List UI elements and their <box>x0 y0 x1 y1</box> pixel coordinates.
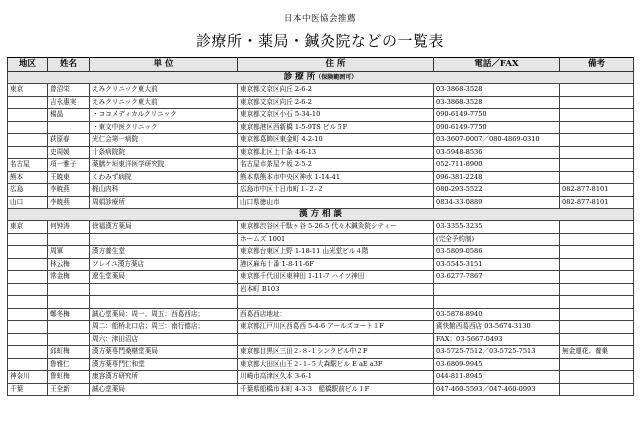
cell-phone: 090-6149-7750 <box>434 109 560 122</box>
table-row <box>8 196 634 209</box>
cell-remarks <box>560 233 634 246</box>
cell-name <box>48 283 90 296</box>
cell-region <box>8 321 48 334</box>
cell-region: 千葉 <box>8 383 48 396</box>
cell-address: 山口県徳山市 <box>238 196 434 209</box>
cell-unit: 漢方薬専門仁和堂 <box>90 358 238 371</box>
table-row <box>8 371 634 384</box>
table-row <box>8 121 634 134</box>
cell-phone: 03-6277-7867 <box>434 271 560 284</box>
cell-region <box>8 109 48 122</box>
cell-unit: ソレイユ漢方薬店 <box>90 258 238 271</box>
cell-name: 周軍 <box>48 246 90 259</box>
cell-region <box>8 308 48 321</box>
cell-remarks <box>560 321 634 334</box>
cell-name <box>48 321 90 334</box>
directory-table <box>7 57 634 396</box>
cell-name: 李暁燕 <box>48 184 90 197</box>
cell-remarks <box>560 246 634 259</box>
cell-remarks <box>560 271 634 284</box>
section-pharmacy <box>8 209 634 221</box>
cell-name: 常金梅 <box>48 271 90 284</box>
cell-remarks <box>560 221 634 234</box>
cell-phone <box>434 283 560 296</box>
table-row <box>8 346 634 359</box>
cell-phone: 賓快館西葛西店 03-5674-3130 <box>434 321 560 334</box>
cell-phone: 03-3868-3528 <box>434 96 560 109</box>
cell-unit <box>90 283 238 296</box>
table-row <box>8 283 634 296</box>
col-header-name: 姓名 <box>48 58 90 72</box>
cell-phone: 03-3355-3235 <box>434 221 560 234</box>
cell-phone: 03-5725-7512／03-5725-7513 <box>434 346 560 359</box>
table-row <box>8 221 634 234</box>
cell-remarks: 082-877-8101 <box>560 196 634 209</box>
cell-address: 東京都港区西新橋 1-5-9TS ビル５F <box>238 121 434 134</box>
cell-unit: 梶山内科 <box>90 184 238 197</box>
cell-name: 何钟涛 <box>48 221 90 234</box>
table-row <box>8 333 634 346</box>
cell-region: 東京 <box>8 221 48 234</box>
col-header-unit: 単 位 <box>90 58 238 72</box>
table-row <box>8 271 634 284</box>
cell-region <box>8 96 48 109</box>
cell-name <box>48 333 90 346</box>
section-clinic-label: 診 療 所 <box>283 71 316 82</box>
cell-address: 東京都文京区向丘 2-6-2 <box>238 96 434 109</box>
cell-remarks <box>560 171 634 184</box>
cell-remarks <box>560 333 634 346</box>
cell-unit: 周六：津田沼店 <box>90 333 238 346</box>
cell-region <box>8 296 48 309</box>
table-row <box>8 184 634 197</box>
table-row <box>8 358 634 371</box>
cell-name <box>48 233 90 246</box>
col-header-region: 地区 <box>8 58 48 72</box>
cell-region <box>8 246 48 259</box>
cell-region: 東京 <box>8 84 48 97</box>
cell-unit: 誠心堂薬局 <box>90 383 238 396</box>
cell-phone: 052-711-8900 <box>434 159 560 172</box>
cell-address: 東京都葛飾区東金町 4-2-10 <box>238 134 434 147</box>
cell-address: 東京都渋谷区千駄ヶ谷 5-26-5 代々木鍼灸院シティー <box>238 221 434 234</box>
cell-phone: 047-460-5593／047-460-0993 <box>434 383 560 396</box>
cell-name: 吉永惠実 <box>48 96 90 109</box>
table-row <box>8 233 634 246</box>
table-row <box>8 296 634 309</box>
cell-phone: 03-5545-3151 <box>434 258 560 271</box>
cell-unit: えみクリニック東大前 <box>90 84 238 97</box>
cell-region <box>8 271 48 284</box>
cell-remarks: 082-877-8101 <box>560 184 634 197</box>
cell-name: 王暁東 <box>48 171 90 184</box>
cell-address: 東京都江戸川区西葛西 5-4-6 アールズコート１F <box>238 321 434 334</box>
cell-phone: 044-811-8945 <box>434 371 560 384</box>
cell-region <box>8 283 48 296</box>
section-clinic <box>8 72 634 84</box>
cell-unit <box>90 296 238 309</box>
cell-remarks <box>560 121 634 134</box>
cell-name: 鲁虹梅 <box>48 371 90 384</box>
cell-region <box>8 258 48 271</box>
cell-name: 楊晶 <box>48 109 90 122</box>
cell-name: 林云梅 <box>48 258 90 271</box>
cell-region <box>8 146 48 159</box>
cell-address: 港区麻布十番 1-8-11-6F <box>238 258 434 271</box>
cell-name <box>48 296 90 309</box>
section-pharmacy-label: 漢 方 相 談 <box>299 208 342 219</box>
header-row <box>8 58 634 72</box>
cell-phone <box>434 296 560 309</box>
cell-phone: 03-5878-8940 <box>434 308 560 321</box>
page-title: 診療所・薬局・鍼灸院などの一覧表 <box>195 32 444 50</box>
cell-region <box>8 358 48 371</box>
cell-remarks <box>560 146 634 159</box>
cell-name: 邱虹梅 <box>48 346 90 359</box>
table-row <box>8 258 634 271</box>
cell-region: 名古屋 <box>8 159 48 172</box>
table-row <box>8 159 634 172</box>
cell-phone: 080-293-5522 <box>434 184 560 197</box>
cell-name: 王全新 <box>48 383 90 396</box>
cell-phone: 090-6149-7750 <box>434 121 560 134</box>
cell-name: 荻原春 <box>48 134 90 147</box>
cell-region <box>8 121 48 134</box>
cell-address: 東京都文京区向丘 2-6-2 <box>238 84 434 97</box>
cell-region <box>8 333 48 346</box>
cell-unit: ・東文中医クリニック <box>90 121 238 134</box>
table-row <box>8 84 634 97</box>
cell-unit: 周二：船桥北口店；周三：南行德店； <box>90 321 238 334</box>
cell-unit: 康容漢方研究所 <box>90 371 238 384</box>
cell-unit: 遼生堂薬局 <box>90 271 238 284</box>
col-header-phone: 電話／FAX <box>434 58 560 72</box>
cell-unit: 薬膳ケ垣東洋医学研究院 <box>90 159 238 172</box>
cell-region: 熊本 <box>8 171 48 184</box>
cell-region <box>8 233 48 246</box>
cell-remarks <box>560 308 634 321</box>
table-row <box>8 146 634 159</box>
table-row <box>8 96 634 109</box>
cell-remarks <box>560 134 634 147</box>
cell-address <box>238 296 434 309</box>
cell-phone: 03-5809-0586 <box>434 246 560 259</box>
cell-address: 名古屋市茶屋ケ坂 2-5-2 <box>238 159 434 172</box>
cell-address: 東京都文京区小石 5-34-10 <box>238 109 434 122</box>
cell-remarks <box>560 296 634 309</box>
cell-phone: 03-3607-0007／080-4869-0310 <box>434 134 560 147</box>
cell-phone: (完全予約制) <box>434 233 560 246</box>
cell-unit: 十条病院院 <box>90 146 238 159</box>
cell-name: 李暁燕 <box>48 196 90 209</box>
cell-unit: えみクリニック東大前 <box>90 96 238 109</box>
cell-address: 東京都台東区上野 1-18-11 山光堂ビル４階 <box>238 246 434 259</box>
cell-phone: 03-5948-8536 <box>434 146 560 159</box>
cell-remarks <box>560 96 634 109</box>
col-header-remarks: 備考 <box>560 58 634 72</box>
table-row <box>8 109 634 122</box>
cell-address: 東京都目黒区三田２-８-１シンクビル中２F <box>238 346 434 359</box>
org-label: 日本中医協会推薦 <box>283 14 356 24</box>
cell-address: 岩本町 B103 <box>238 283 434 296</box>
table-row <box>8 246 634 259</box>
cell-unit: くわみず病院 <box>90 171 238 184</box>
cell-name: 鄭冬梅 <box>48 308 90 321</box>
cell-phone: FAX：03-5667-0493 <box>434 333 560 346</box>
cell-phone: 03-3868-3528 <box>434 84 560 97</box>
cell-name: 史周媛 <box>48 146 90 159</box>
col-header-address: 住 所 <box>238 58 434 72</box>
cell-unit: ・ココメディカルクリニック <box>90 109 238 122</box>
table-row <box>8 171 634 184</box>
cell-region <box>8 134 48 147</box>
table-row <box>8 134 634 147</box>
cell-unit: 光仁会第一病院 <box>90 134 238 147</box>
cell-remarks <box>560 159 634 172</box>
cell-address: 千葉県船橋市本町 4-3-3 船橋駅前ビル１F <box>238 383 434 396</box>
cell-phone: 03-6809-9945 <box>434 358 560 371</box>
cell-address: ホームズ 1001 <box>238 233 434 246</box>
cell-unit <box>90 233 238 246</box>
cell-remarks <box>560 383 634 396</box>
cell-region: 広島 <box>8 184 48 197</box>
table-row <box>8 383 634 396</box>
cell-remarks <box>560 84 634 97</box>
cell-address: 東京都大田区山王２-１-５大森駅ビル E aE a3F <box>238 358 434 371</box>
cell-remarks <box>560 109 634 122</box>
cell-region: 神奈川 <box>8 371 48 384</box>
cell-remarks <box>560 258 634 271</box>
section-clinic-note: （保険範囲可） <box>315 73 358 81</box>
cell-unit: 漢方薬専門桑椹堂薬局 <box>90 346 238 359</box>
cell-unit: 徐福漢方薬局 <box>90 221 238 234</box>
cell-region: 山口 <box>8 196 48 209</box>
table-row <box>8 321 634 334</box>
cell-remarks: 無金運花、養巣 <box>560 346 634 359</box>
cell-address <box>238 333 434 346</box>
cell-phone: 096-381-2248 <box>434 171 560 184</box>
cell-unit: 周娟診療所 <box>90 196 238 209</box>
cell-address: 西葛西店地址： <box>238 308 434 321</box>
cell-address: 川崎市高津区久本 3-6-1 <box>238 371 434 384</box>
cell-address: 熊本県熊本市中央区神水 1-14-41 <box>238 171 434 184</box>
cell-name: 鲁雅仁 <box>48 358 90 371</box>
cell-unit: 漢方養生堂 <box>90 246 238 259</box>
cell-phone: 0834-33-0889 <box>434 196 560 209</box>
cell-unit: 誠心堂薬局：周一、周五：西葛西店； <box>90 308 238 321</box>
cell-region <box>8 346 48 359</box>
cell-remarks <box>560 283 634 296</box>
cell-name: 項一雅子 <box>48 159 90 172</box>
cell-address: 東京都北区上十条 4-6-13 <box>238 146 434 159</box>
cell-address: 広島市中区十日市町１-２-２ <box>238 184 434 197</box>
cell-remarks <box>560 358 634 371</box>
table-row <box>8 308 634 321</box>
cell-address: 東京都千代田区東神田 1-11-7 ハイツ神田 <box>238 271 434 284</box>
cell-remarks <box>560 371 634 384</box>
cell-name: 曾沼栄 <box>48 84 90 97</box>
cell-name <box>48 121 90 134</box>
